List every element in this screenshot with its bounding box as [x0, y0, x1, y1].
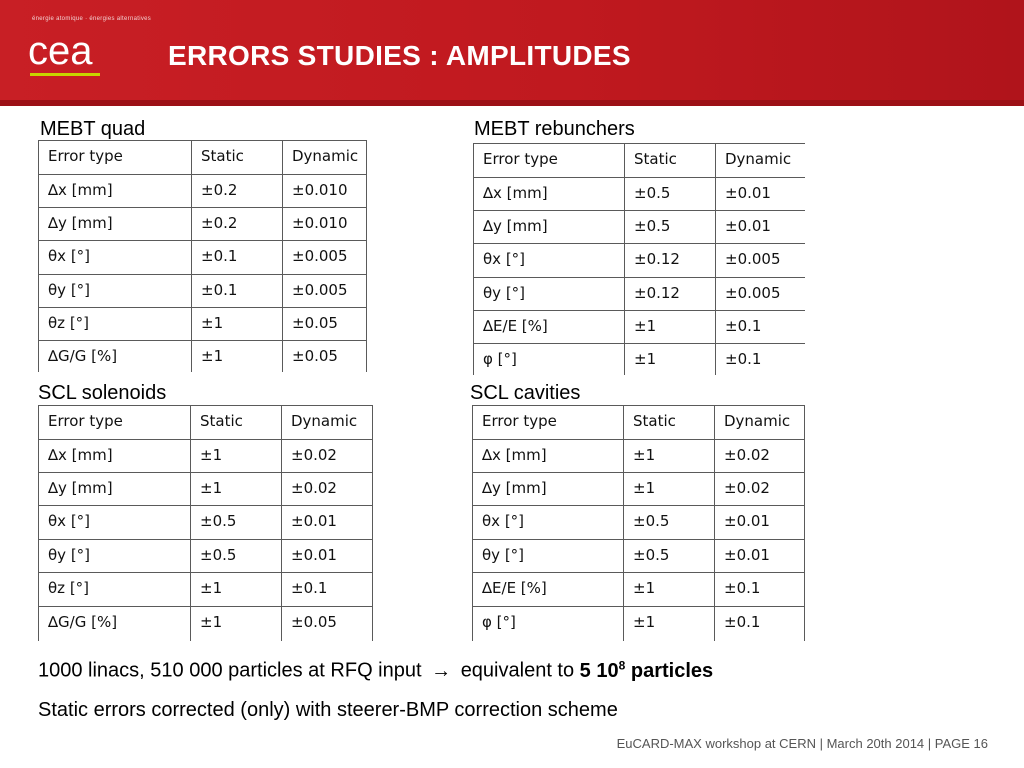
table-row — [39, 241, 367, 275]
logo-tagline: énergie atomique · énergies alternatives — [32, 16, 152, 22]
table-cell: ±0.005 — [716, 278, 805, 311]
table-cell: ±1 — [624, 473, 715, 506]
page-title: ERRORS STUDIES : AMPLITUDES — [168, 40, 631, 71]
table-cell: ±0.1 — [716, 344, 805, 375]
mebt-quad-label: MEBT quad — [40, 118, 146, 140]
particles-base: 5 10 — [579, 659, 619, 682]
scl-cavities-label: SCL cavities — [470, 382, 581, 404]
table-row — [473, 440, 805, 473]
table-row — [474, 278, 805, 311]
table-cell: ±1 — [625, 311, 716, 344]
table-row — [474, 211, 805, 244]
table-cell: ±0.12 — [625, 278, 716, 311]
table-cell: ±0.5 — [625, 211, 716, 244]
table-cell: φ [°] — [474, 344, 625, 375]
table-cell: ∆y [mm] — [474, 211, 625, 244]
mebt-quad-table — [38, 140, 367, 372]
table-cell: ±0.5 — [191, 506, 282, 540]
table-cell: ±1 — [191, 440, 282, 473]
table-row — [474, 344, 805, 375]
table-row — [39, 440, 373, 473]
table-cell: ±0.5 — [624, 540, 715, 573]
mebt-rebunchers-table — [473, 143, 805, 375]
table-row — [473, 540, 805, 573]
cea-logo-text: cea — [28, 29, 93, 73]
table-cell: ±0.5 — [624, 506, 715, 540]
table-cell: ±1 — [191, 473, 282, 506]
table-cell: ±0.1 — [715, 573, 805, 607]
column-header: Error type — [39, 141, 192, 175]
summary-line-1 — [38, 658, 713, 683]
table-cell: ±0.02 — [282, 473, 373, 506]
table-cell: ±0.1 — [715, 607, 805, 641]
table-cell: ±0.005 — [716, 244, 805, 278]
table-row — [474, 244, 805, 278]
table-cell: ±1 — [191, 607, 282, 641]
table-cell: ±0.1 — [716, 311, 805, 344]
table-cell: ±0.5 — [191, 540, 282, 573]
cea-logo — [28, 14, 118, 84]
table-cell: ±0.01 — [282, 506, 373, 540]
table-cell: ∆y [mm] — [39, 208, 192, 241]
table-cell: θy [°] — [474, 278, 625, 311]
table-cell: ±0.01 — [716, 211, 805, 244]
table-cell: ∆E/E [%] — [474, 311, 625, 344]
column-header: Static — [192, 141, 283, 175]
column-header: Dynamic — [283, 141, 367, 175]
table-cell: ±0.12 — [625, 244, 716, 278]
table-cell: ∆y [mm] — [473, 473, 624, 506]
table-cell: ±1 — [624, 573, 715, 607]
table-cell: ±1 — [624, 440, 715, 473]
table-cell: ±0.010 — [283, 208, 367, 241]
table-cell: ±0.01 — [716, 178, 805, 211]
table-cell: θy [°] — [39, 275, 192, 308]
table-cell: ±0.02 — [715, 440, 805, 473]
table-cell: ±0.02 — [282, 440, 373, 473]
column-header: Dynamic — [715, 406, 805, 440]
table-cell: ±0.01 — [715, 540, 805, 573]
table-row — [39, 506, 373, 540]
column-header: Static — [191, 406, 282, 440]
table-cell: ±0.1 — [192, 241, 283, 275]
table-cell: ±0.5 — [625, 178, 716, 211]
table-cell: θy [°] — [473, 540, 624, 573]
table-cell: ∆E/E [%] — [473, 573, 624, 607]
table-row — [473, 473, 805, 506]
table-cell: ±0.005 — [283, 241, 367, 275]
scl-solenoids-label: SCL solenoids — [38, 382, 167, 404]
table-row — [473, 506, 805, 540]
mebt-rebunchers-label: MEBT rebunchers — [474, 118, 635, 140]
table-cell: ±0.05 — [283, 341, 367, 372]
scl-solenoids-table — [38, 405, 373, 641]
table-cell: ±0.05 — [282, 607, 373, 641]
table-cell: ±0.1 — [282, 573, 373, 607]
table-row — [39, 473, 373, 506]
scl-cavities-table — [472, 405, 805, 641]
summary-line-2: Static errors corrected (only) with steerer-BMP correction scheme — [38, 699, 618, 721]
table-cell: ±0.05 — [283, 308, 367, 341]
particles-tail: particles — [630, 659, 714, 682]
table-cell: ±1 — [625, 344, 716, 375]
table-cell: θx [°] — [39, 506, 191, 540]
table-row — [474, 311, 805, 344]
table-row — [473, 573, 805, 607]
column-header: Error type — [473, 406, 624, 440]
table-row — [39, 540, 373, 573]
table-cell: θy [°] — [39, 540, 191, 573]
column-header: Dynamic — [282, 406, 373, 440]
column-header: Error type — [474, 144, 625, 178]
table-cell: ∆x [mm] — [473, 440, 624, 473]
column-header: Error type — [39, 406, 191, 440]
table-cell: θz [°] — [39, 308, 192, 341]
table-cell: ±0.010 — [283, 175, 367, 208]
page-footer: EuCARD-MAX workshop at CERN | March 20th 2014 | PAGE 16 — [616, 736, 988, 751]
table-cell: ±1 — [191, 573, 282, 607]
table-cell: ∆y [mm] — [39, 473, 191, 506]
table-cell: ±0.01 — [282, 540, 373, 573]
table-header-row — [473, 406, 805, 440]
table-cell: θx [°] — [473, 506, 624, 540]
table-header-row — [39, 406, 373, 440]
table-cell: ±0.01 — [715, 506, 805, 540]
table-header-row — [39, 141, 367, 175]
table-cell: ±1 — [624, 607, 715, 641]
arrow-right-icon: → — [431, 659, 452, 682]
table-cell: φ [°] — [473, 607, 624, 641]
table-row — [39, 573, 373, 607]
column-header: Static — [624, 406, 715, 440]
banner-shadow — [0, 100, 1024, 106]
table-cell: ±0.02 — [715, 473, 805, 506]
table-cell: ±0.005 — [283, 275, 367, 308]
column-header: Static — [625, 144, 716, 178]
table-row — [39, 607, 373, 641]
table-cell: ±0.2 — [192, 175, 283, 208]
table-row — [39, 341, 367, 372]
table-cell: ∆G/G [%] — [39, 341, 192, 372]
table-cell: θx [°] — [39, 241, 192, 275]
table-cell: ±0.1 — [192, 275, 283, 308]
table-row — [39, 275, 367, 308]
summary-text: 1000 linacs, 510 000 particles at RFQ input — [38, 659, 422, 682]
table-cell: ±1 — [192, 341, 283, 372]
table-row — [39, 308, 367, 341]
table-row — [39, 175, 367, 208]
table-cell: ∆x [mm] — [39, 175, 192, 208]
table-cell: ∆G/G [%] — [39, 607, 191, 641]
table-row — [473, 607, 805, 641]
summary-equiv: equivalent to — [460, 659, 575, 682]
table-cell: ±1 — [192, 308, 283, 341]
column-header: Dynamic — [716, 144, 805, 178]
table-cell: ∆x [mm] — [39, 440, 191, 473]
particles-exponent: 8 — [618, 658, 626, 672]
table-cell: θz [°] — [39, 573, 191, 607]
table-cell: ±0.2 — [192, 208, 283, 241]
table-cell: θx [°] — [474, 244, 625, 278]
table-header-row — [474, 144, 805, 178]
table-row — [474, 178, 805, 211]
table-row — [39, 208, 367, 241]
summary-particles — [580, 660, 713, 682]
table-cell: ∆x [mm] — [474, 178, 625, 211]
